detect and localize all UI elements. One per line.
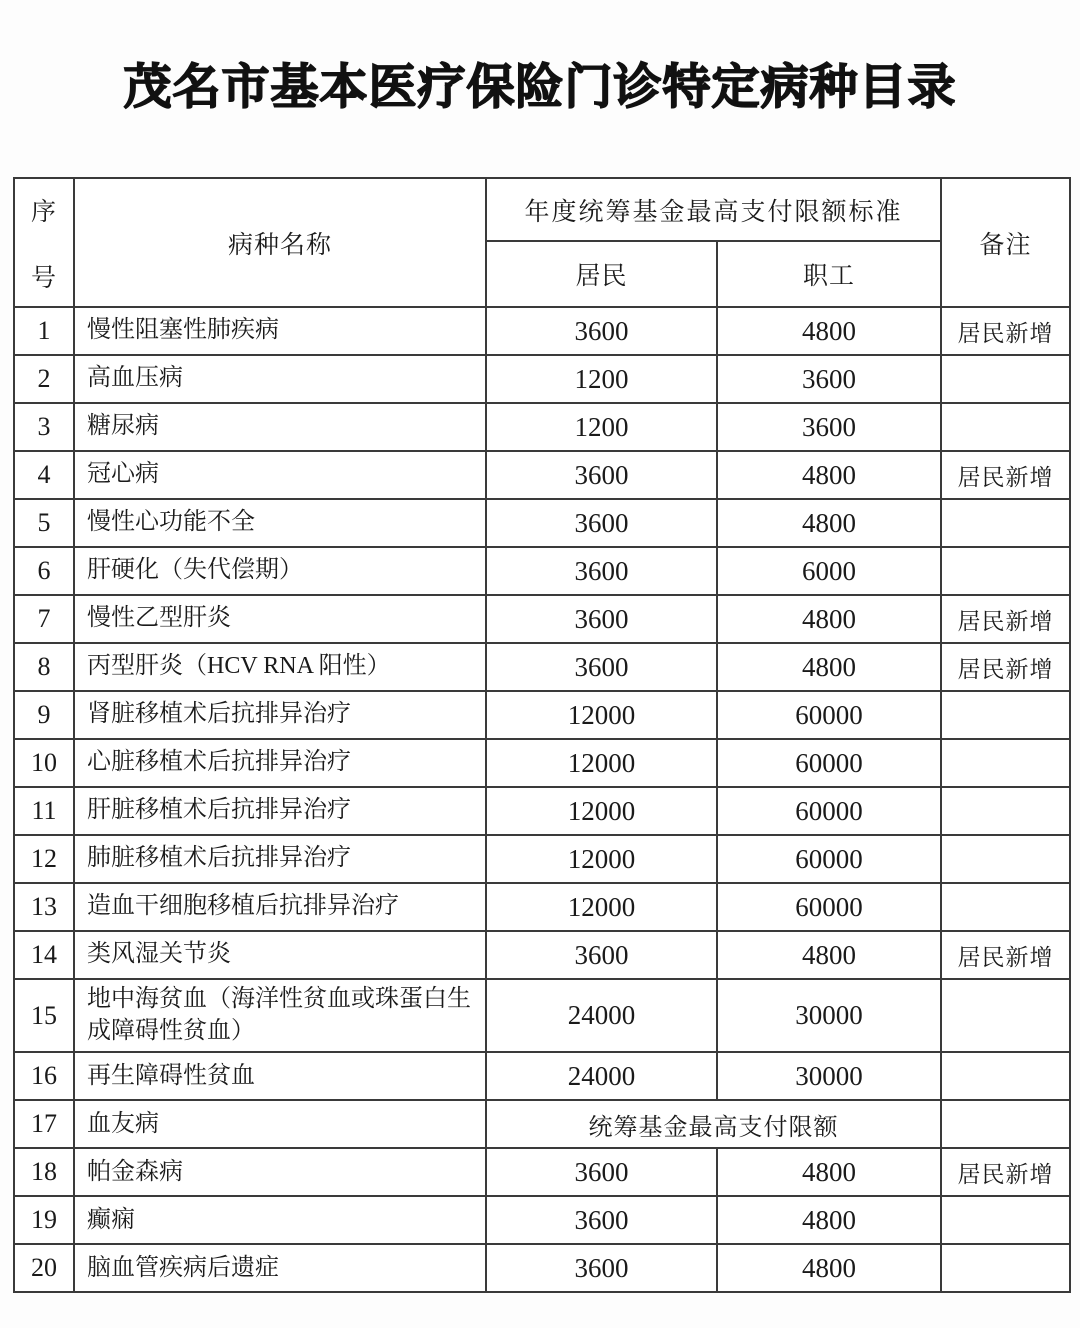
table-row	[14, 835, 1070, 883]
employee-limit: 4800	[717, 931, 941, 979]
table-row	[14, 451, 1070, 499]
row-number: 3	[14, 403, 74, 451]
disease-name: 帕金森病	[74, 1148, 486, 1196]
employee-limit: 30000	[717, 979, 941, 1052]
header-employee: 职工	[717, 241, 941, 307]
header-disease-name: 病种名称	[74, 178, 486, 307]
employee-limit: 60000	[717, 787, 941, 835]
merged-limit-cell: 统筹基金最高支付限额	[486, 1100, 941, 1148]
resident-limit: 12000	[486, 835, 717, 883]
resident-limit: 3600	[486, 931, 717, 979]
remark: 居民新增	[941, 451, 1070, 499]
employee-limit: 4800	[717, 307, 941, 355]
table-row	[14, 931, 1070, 979]
remark	[941, 1052, 1070, 1100]
remark	[941, 403, 1070, 451]
table-row	[14, 787, 1070, 835]
header-index-stacked	[15, 192, 73, 294]
disease-name: 肾脏移植术后抗排异治疗	[74, 691, 486, 739]
disease-name: 慢性乙型肝炎	[74, 595, 486, 643]
table-row	[14, 307, 1070, 355]
row-number: 7	[14, 595, 74, 643]
employee-limit: 4800	[717, 451, 941, 499]
remark	[941, 1100, 1070, 1148]
row-number: 9	[14, 691, 74, 739]
disease-name: 高血压病	[74, 355, 486, 403]
disease-name: 造血干细胞移植后抗排异治疗	[74, 883, 486, 931]
employee-limit: 4800	[717, 1196, 941, 1244]
table-row	[14, 1196, 1070, 1244]
row-number: 13	[14, 883, 74, 931]
employee-limit: 30000	[717, 1052, 941, 1100]
employee-limit: 4800	[717, 643, 941, 691]
row-number: 8	[14, 643, 74, 691]
disease-name: 脑血管疾病后遗症	[74, 1244, 486, 1292]
resident-limit: 3600	[486, 307, 717, 355]
row-number: 20	[14, 1244, 74, 1292]
employee-limit: 60000	[717, 883, 941, 931]
disease-name: 癫痫	[74, 1196, 486, 1244]
table-row	[14, 1148, 1070, 1196]
row-number: 10	[14, 739, 74, 787]
table-row	[14, 643, 1070, 691]
remark	[941, 1196, 1070, 1244]
employee-limit: 6000	[717, 547, 941, 595]
table-row	[14, 547, 1070, 595]
disease-name: 心脏移植术后抗排异治疗	[74, 739, 486, 787]
employee-limit: 60000	[717, 691, 941, 739]
remark: 居民新增	[941, 643, 1070, 691]
row-number: 1	[14, 307, 74, 355]
table-row	[14, 355, 1070, 403]
resident-limit: 12000	[486, 691, 717, 739]
disease-name: 冠心病	[74, 451, 486, 499]
row-number: 17	[14, 1100, 74, 1148]
row-number: 19	[14, 1196, 74, 1244]
table-row	[14, 499, 1070, 547]
table-body	[14, 307, 1070, 1292]
row-number: 11	[14, 787, 74, 835]
remark	[941, 787, 1070, 835]
row-number: 14	[14, 931, 74, 979]
row-number: 5	[14, 499, 74, 547]
resident-limit: 12000	[486, 787, 717, 835]
employee-limit: 3600	[717, 403, 941, 451]
remark	[941, 883, 1070, 931]
row-number: 16	[14, 1052, 74, 1100]
remark	[941, 547, 1070, 595]
remark: 居民新增	[941, 931, 1070, 979]
resident-limit: 1200	[486, 403, 717, 451]
disease-name: 糖尿病	[74, 403, 486, 451]
disease-name: 地中海贫血（海洋性贫血或珠蛋白生成障碍性贫血）	[74, 979, 486, 1052]
page-title: 茂名市基本医疗保险门诊特定病种目录	[123, 61, 957, 114]
resident-limit: 3600	[486, 1244, 717, 1292]
remark: 居民新增	[941, 595, 1070, 643]
row-number: 6	[14, 547, 74, 595]
header-index-line1: 序	[30, 198, 57, 226]
disease-name: 肝硬化（失代偿期）	[74, 547, 486, 595]
table-row	[14, 403, 1070, 451]
resident-limit: 24000	[486, 1052, 717, 1100]
remark	[941, 835, 1070, 883]
remark	[941, 691, 1070, 739]
disease-name: 类风湿关节炎	[74, 931, 486, 979]
resident-limit: 3600	[486, 499, 717, 547]
disease-name: 肝脏移植术后抗排异治疗	[74, 787, 486, 835]
disease-catalog-table	[13, 177, 1071, 1293]
resident-limit: 3600	[486, 1148, 717, 1196]
header-index-line2: 号	[30, 264, 57, 292]
resident-limit: 3600	[486, 595, 717, 643]
resident-limit: 12000	[486, 739, 717, 787]
table-row	[14, 739, 1070, 787]
table-header	[14, 178, 1070, 307]
remark	[941, 499, 1070, 547]
employee-limit: 4800	[717, 595, 941, 643]
remark: 居民新增	[941, 1148, 1070, 1196]
header-annual-limit-group: 年度统筹基金最高支付限额标准	[486, 178, 941, 241]
table-row	[14, 1052, 1070, 1100]
remark	[941, 355, 1070, 403]
employee-limit: 4800	[717, 1148, 941, 1196]
header-row-top	[14, 178, 1070, 241]
header-resident: 居民	[486, 241, 717, 307]
disease-name: 慢性阻塞性肺疾病	[74, 307, 486, 355]
disease-name: 肺脏移植术后抗排异治疗	[74, 835, 486, 883]
employee-limit: 60000	[717, 835, 941, 883]
row-number: 12	[14, 835, 74, 883]
resident-limit: 3600	[486, 547, 717, 595]
remark	[941, 979, 1070, 1052]
table-row	[14, 691, 1070, 739]
remark: 居民新增	[941, 307, 1070, 355]
table-row	[14, 979, 1070, 1052]
employee-limit: 4800	[717, 1244, 941, 1292]
resident-limit: 12000	[486, 883, 717, 931]
table-row	[14, 595, 1070, 643]
resident-limit: 24000	[486, 979, 717, 1052]
resident-limit: 3600	[486, 451, 717, 499]
employee-limit: 60000	[717, 739, 941, 787]
employee-limit: 4800	[717, 499, 941, 547]
row-number: 2	[14, 355, 74, 403]
remark	[941, 1244, 1070, 1292]
disease-name: 慢性心功能不全	[74, 499, 486, 547]
row-number: 15	[14, 979, 74, 1052]
employee-limit: 3600	[717, 355, 941, 403]
disease-name: 再生障碍性贫血	[74, 1052, 486, 1100]
disease-name: 血友病	[74, 1100, 486, 1148]
resident-limit: 3600	[486, 1196, 717, 1244]
table-row	[14, 1244, 1070, 1292]
row-number: 4	[14, 451, 74, 499]
header-index	[14, 178, 74, 307]
resident-limit: 1200	[486, 355, 717, 403]
resident-limit: 3600	[486, 643, 717, 691]
header-remark: 备注	[941, 178, 1070, 307]
remark	[941, 739, 1070, 787]
row-number: 18	[14, 1148, 74, 1196]
disease-name: 丙型肝炎（HCV RNA 阳性）	[74, 643, 486, 691]
table-row	[14, 1100, 1070, 1148]
table-row	[14, 883, 1070, 931]
